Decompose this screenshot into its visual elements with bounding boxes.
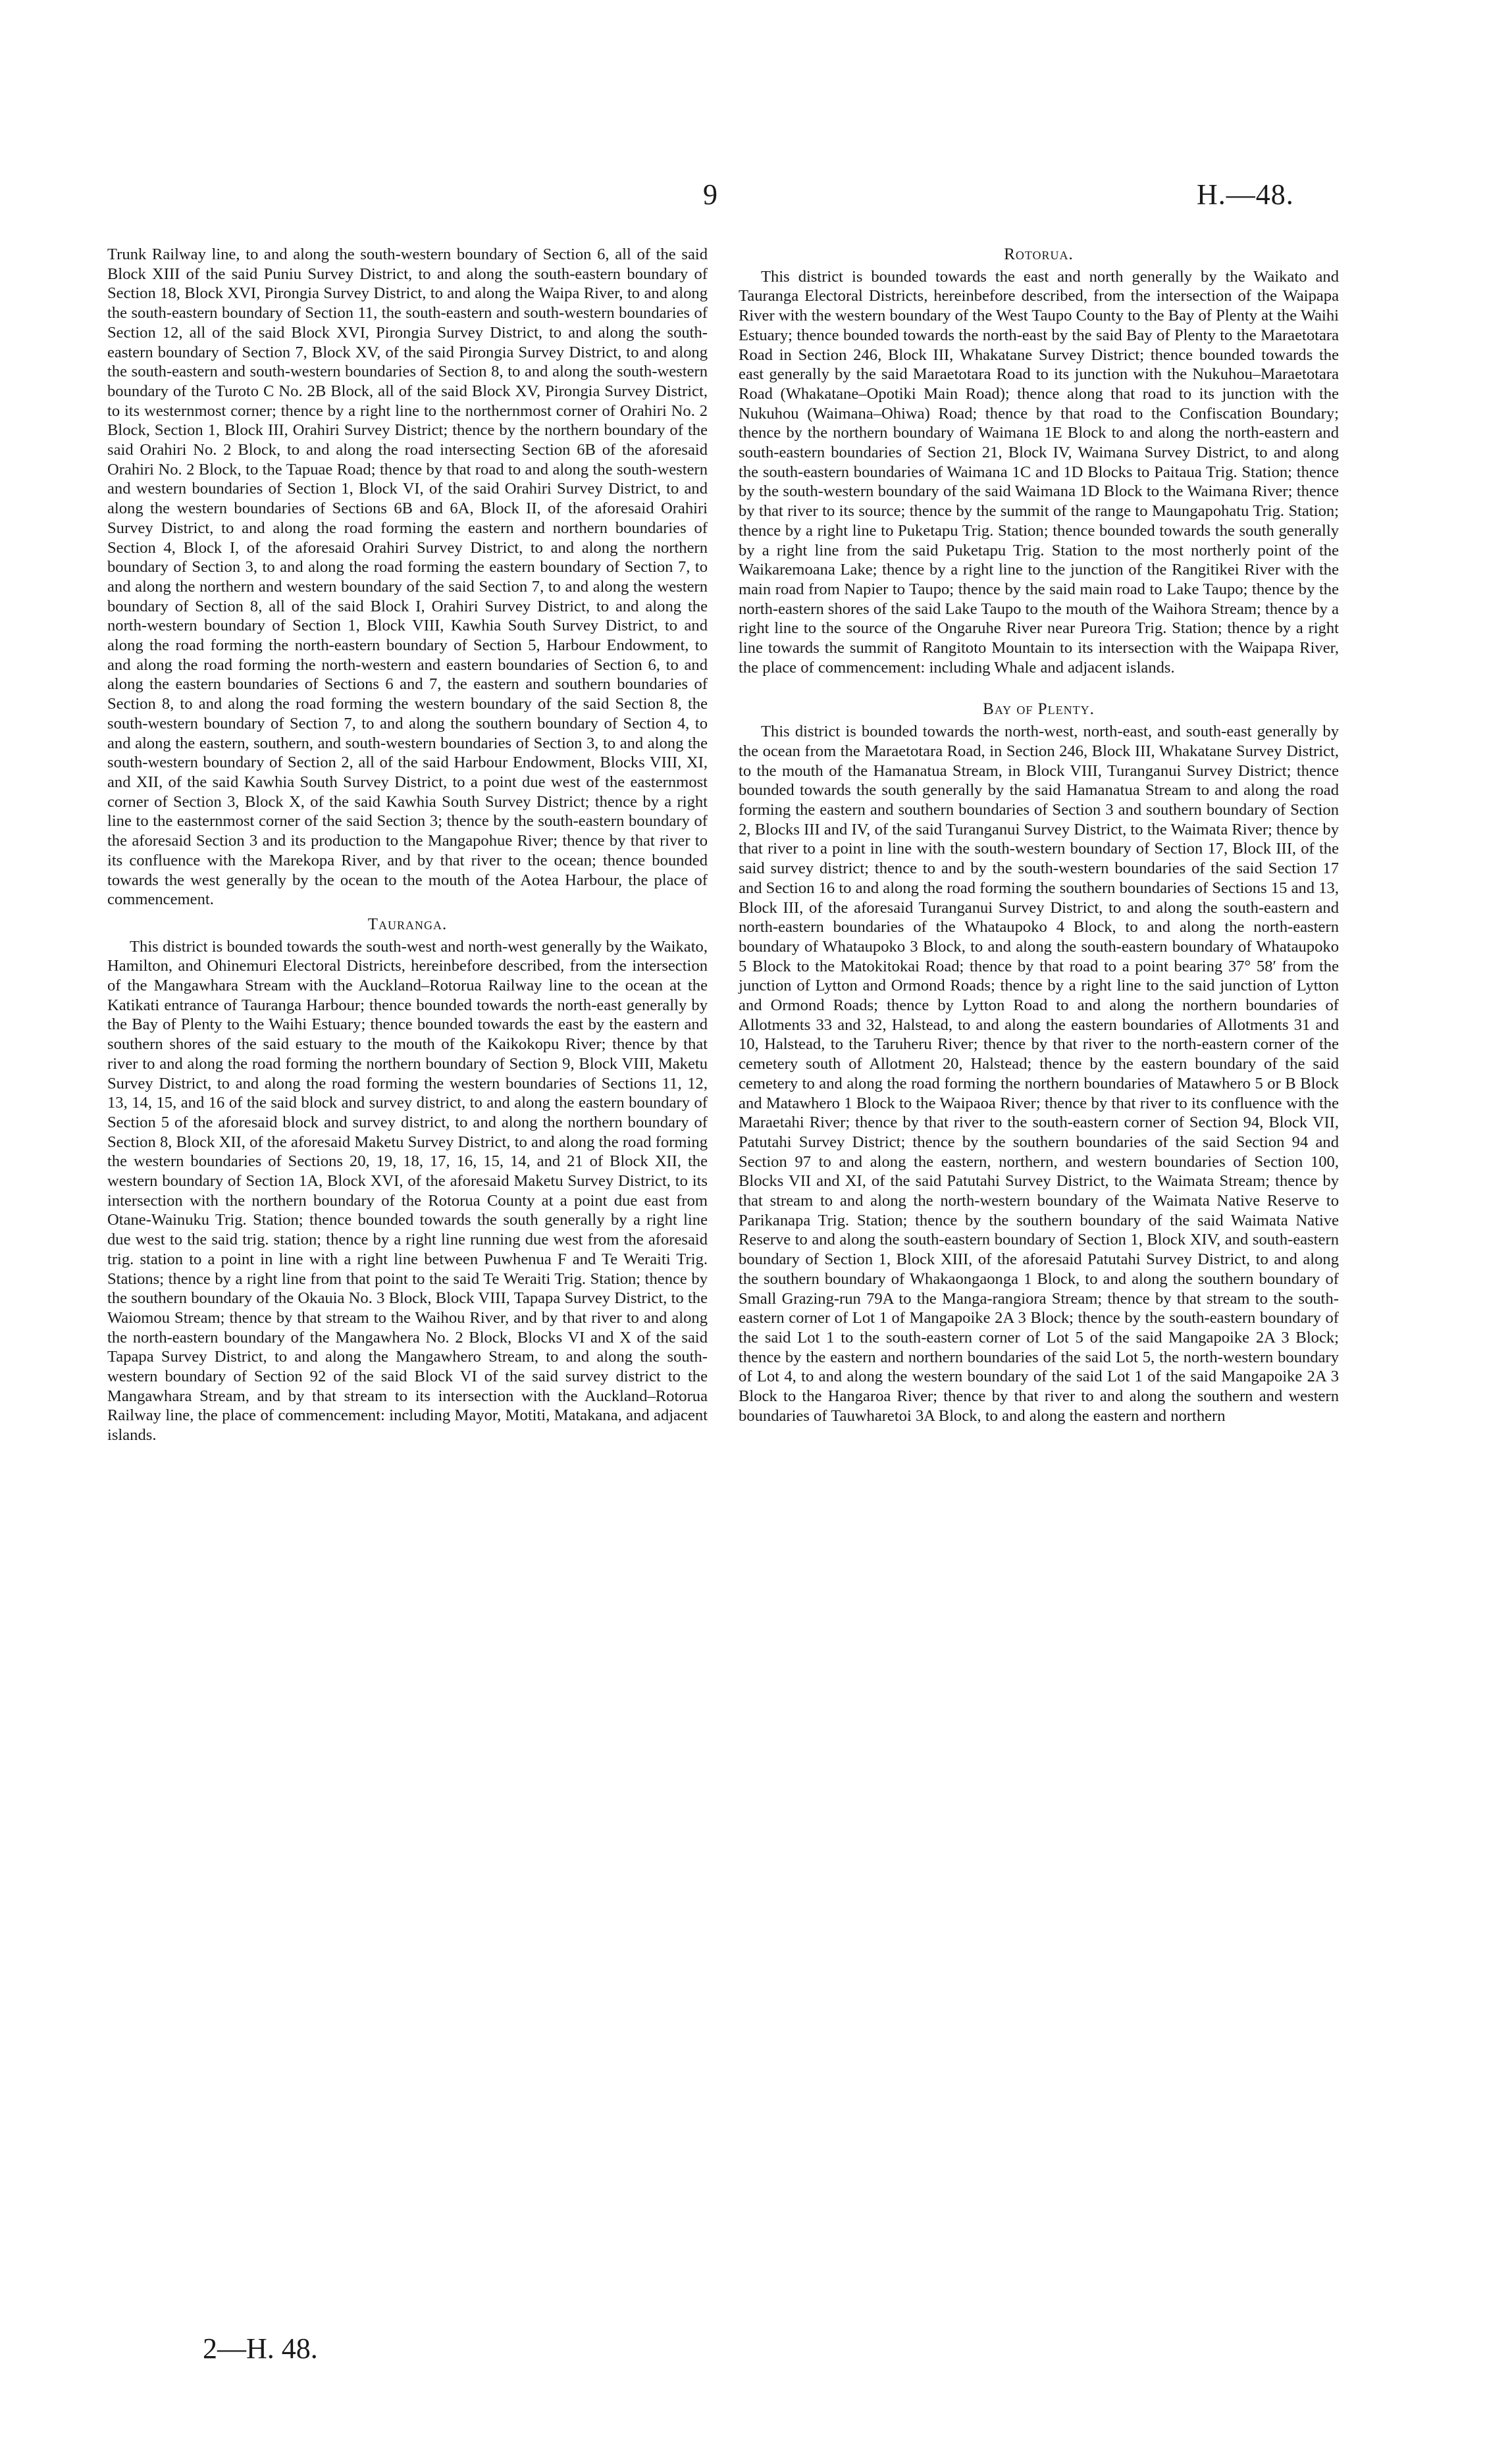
waikato-continuation-paragraph: Trunk Railway line, to and along the south-western boundary of Section 6, all of the said Block XIII of the said Puniu Survey District, to and along the south-eastern boundary of Section 18, Block XVI, Pirongia Survey District, to and along the Waipa River, to and along the south-eastern boundary of Section 11, the south-eastern and south-western boundaries of Section 12, all of the said Block XVI, Pirongia Survey District, to and along the south-eastern boundary of Section 7, Block XV, of the said Pirongia Survey District, to and along the south-eastern and south-western boundaries of Section 8, to and along the south-western boundary of the Turoto C No. 2B Block, all of the said Block XV, Pirongia Survey District, to its westernmost corner; thence by a right line to the northernmost corner of Orahiri No. 2 Block, Section 1, Block III, Orahiri Survey District; thence by the northern boundary of the said Orahiri No. 2 Block, to and along the road intersecting Section 6B of the aforesaid Orahiri No. 2 Block, to the Tapuae Road; thence by that road to and along the south-western and western boundaries of Section 1, Block VI, of the said Orahiri Survey District, to and along the western boundaries of Sections 6B and 6A, Block II, of the aforesaid Orahiri Survey District, to and along the road forming the eastern and northern boundaries of Section 4, Block I, of the aforesaid Orahiri Survey District, to and along the northern boundary of Section 3, to and along the road forming the eastern boundary of Section 7, to and along the northern and western boundary of the said Section 7, to and along the western boundary of Section 8, all of the said Block I, Orahiri Survey District, to and along the north-western boundary of Section 1, Block VIII, Kawhia South Survey District, to and along the road forming the north-eastern boundary of Section 5, Harbour Endowment, to and along the road forming the north-western and eastern boundaries of Section 6, to and along the eastern boundaries of Sections 6 and 7, the eastern and southern boundaries of Section 8, to and along the road forming the western boundary of the said Section 8, the south-western boundary of Section 7, to and along the southern boundary of Section 4, to and along the eastern, southern, and south-western boundaries of Section 3, to and along the south-western boundary of Section 2, all of the said Harbour Endowment, Blocks VIII, XI, and XII, of the said Kawhia South Survey District, to a point due west of the easternmost corner of Section 3, Block X, of the said Kawhia South Survey District; thence by a right line to the easternmost corner of the said Section 3; thence by the south-eastern boundary of the aforesaid Section 3 and its production to the Mangapohue River; thence by that river to its confluence with the Marekopa River, and by that river to the ocean; thence bounded towards the west generally by the ocean to the mouth of the Aotea Harbour, the place of commencement.: [107, 245, 708, 909]
bay-of-plenty-paragraph: This district is bounded towards the north-west, north-east, and south-east generally by the ocean from the Maraetotara Road, in Section 246, Block III, Whakatane Survey District, to the mouth of the Hamanatua Stream, in Block VIII, Turanganui Survey District; thence bounded towards the south generally by the said Hamanatua Stream to and along the road forming the eastern and southern boundaries of Section 3 and southern boundary of Section 2, Blocks III and IV, of the said Turanganui Survey District, to the Waimata River; thence by that river to a point in line with the south-western boundary of Section 17, Block III, of the said survey district; thence to and by the south-western boundaries of the said Section 17 and Section 16 to and along the road forming the southern boundaries of Sections 15 and 13, Block III, of the aforesaid Turanganui Survey District, to and along the south-eastern and north-eastern boundaries of the Whataupoko 4 Block, to and along the north-eastern boundary of Whataupoko 3 Block, to and along the south-eastern boundary of Whataupoko 5 Block to the Matokitokai Road; thence by that road to a point bearing 37° 58′ from the junction of Lytton and Ormond Roads; thence by a right line to the said junction of Lytton and Ormond Roads; thence by Lytton Road to and along the northern boundaries of Allotments 33 and 32, Halstead, to and along the eastern boundaries of Allotments 31 and 10, Halstead, to the Taruheru River; thence by that river to the north-eastern corner of the cemetery south of Allotment 20, Halstead; thence by the eastern boundary of the said cemetery to and along the road forming the northern boundaries of Matawhero 5 or B Block and Matawhero 1 Block to the Waipaoa River; thence by that river to its confluence with the Maraetahi River; thence by that river to the south-eastern corner of Section 94, Block VII, Patutahi Survey District; thence by the southern boundaries of the said Section 94 and Section 97 to and along the eastern, northern, and western boundaries of Section 100, Blocks VII and XI, of the said Patutahi Survey District, to the Waimata Stream; thence by that stream to and along the north-western boundary of the Waimata Native Reserve to Parikanapa Trig. Station; thence by the southern boundary of the said Waimata Native Reserve to and along the south-eastern boundary of Section 1, Block XIV, and south-eastern boundary of Section 1, Block XIII, of the aforesaid Patutahi Survey District, to and along the southern boundary of Whakaongaonga 1 Block, to and along the southern boundary of Small Grazing-run 79A to the Manga-rangiora Stream; thence by that stream to the south-eastern corner of Lot 1 of Mangapoike 2A 3 Block; thence by the south-eastern boundary of the said Lot 1 to the south-eastern corner of Lot 5 of the said Mangapoike 2A 3 Block; thence by the eastern and northern boundaries of the said Lot 5, the north-western boundary of Lot 4, to and along the western boundary of the said Lot 1 of the said Mangapoike 2A 3 Block to the Hangaroa River; thence by that river to and along the southern and western boundaries of Tauwharetoi 3A Block, to and along the eastern and northern: [739, 723, 1339, 1425]
section-spacer: [739, 677, 1339, 694]
page-number: 9: [703, 178, 717, 211]
footer-sheet-code: 2—H. 48.: [203, 2332, 318, 2365]
rotorua-paragraph: This district is bounded towards the east and north generally by the Waikato and Tauranga Electoral Districts, hereinbefore described, from the intersection of the Waipapa River with the western boundary of the West Taupo County to the Bay of Plenty at the Waihi Estuary; thence bounded towards the north-east by the said Bay of Plenty to the Maraetotara Road in Section 246, Block III, Whakatane Survey District; thence bounded towards the east generally by the said Maraetotara Road to its junction with the Nukuhou–Maraetotara Road (Whakatane–Opotiki Main Road); thence along that road to its junction with the Nukuhou (Waimana–Ohiwa) Road; thence by that road to the Confiscation Boundary; thence by the northern boundary of Waimana 1E Block to and along the north-eastern and south-eastern boundaries of Section 21, Block IV, Waimana Survey District, to and along the south-eastern boundaries of Waimana 1C and 1D Blocks to Paitaua Trig. Station; thence by the south-western boundary of the said Waimana 1D Block to the Waimana River; thence by that river to its source; thence by the summit of the range to Maungapohatu Trig. Station; thence by a right line to Puketapu Trig. Station; thence bounded towards the south generally by a right line from the said Puketapu Trig. Station to the most northerly point of the Waikaremoana Lake; thence by a right line to the junction of the Rangitikei River with the main road from Napier to Taupo; thence by the said main road to Lake Taupo; thence by the north-eastern shores of the said Lake Taupo to the mouth of the Waihora Stream; thence by a right line to the source of the Ongaruhe River near Pureora Trig. Station; thence by a right line towards the summit of Rangitoto Mountain to its intersection with the Waipapa River, the place of commencement: including Whale and adjacent islands.: [739, 267, 1339, 677]
document-code: H.—48.: [1197, 178, 1294, 211]
bay-of-plenty-heading: Bay of Plenty.: [983, 700, 1095, 719]
rotorua-heading: Rotorua.: [1004, 245, 1074, 263]
tauranga-paragraph: This district is bounded towards the south-west and north-west generally by the Waikato, Hamilton, and Ohinemuri Electoral Districts, hereinbefore described, from the intersection of the Mangawhara Stream with the Auckland–Rotorua Railway line to the ocean at the Katikati entrance of Tauranga Harbour; thence bounded towards the north-east generally by the Bay of Plenty to the Waihi Estuary; thence bounded towards the east by the eastern and southern shores of the said estuary to the mouth of the Kaikokopu River; thence by that river to and along the road forming the northern boundary of Section 9, Block VIII, Maketu Survey District, to and along the road forming the western boundaries of Sections 11, 12, 13, 14, 15, and 16 of the said block and survey district, to and along the eastern boundary of Section 5 of the aforesaid block and survey district, to and along the northern boundary of Section 8, Block XII, of the aforesaid Maketu Survey District, to and along the road forming the western boundaries of Sections 20, 19, 18, 17, 16, 15, 14, and 21 of Block XII, the western boundary of Section 1A, Block XVI, of the aforesaid Maketu Survey District, to its intersection with the northern boundary of the Rotorua County at a point due east from Otane-Wainuku Trig. Station; thence bounded towards the south generally by a right line due west to the said trig. station; thence by a right line running due west from the aforesaid trig. station to a point in line with a right line between Puwhenua F and Te Weraiti Trig. Stations; thence by a right line from that point to the said Te Weraiti Trig. Station; thence by the southern boundary of the Okauia No. 3 Block, Block VIII, Tapapa Survey District, to the Waiomou Stream; thence by that stream to the Waihou River, and by that river to and along the north-eastern boundary of the Mangawhera No. 2 Block, Blocks VI and X of the said Tapapa Survey District, to and along the Mangawhero Stream, to and along the south-western boundary of Section 92 of the said Block VI of the said survey district to the Mangawhara Stream, and by that stream to its intersection with the Auckland–Rotorua Railway line, the place of commencement: including Mayor, Motiti, Matakana, and adjacent islands.: [107, 937, 708, 1445]
right-column: [739, 245, 1339, 2252]
left-column: [107, 245, 708, 2252]
tauranga-heading: Tauranga.: [367, 915, 448, 933]
